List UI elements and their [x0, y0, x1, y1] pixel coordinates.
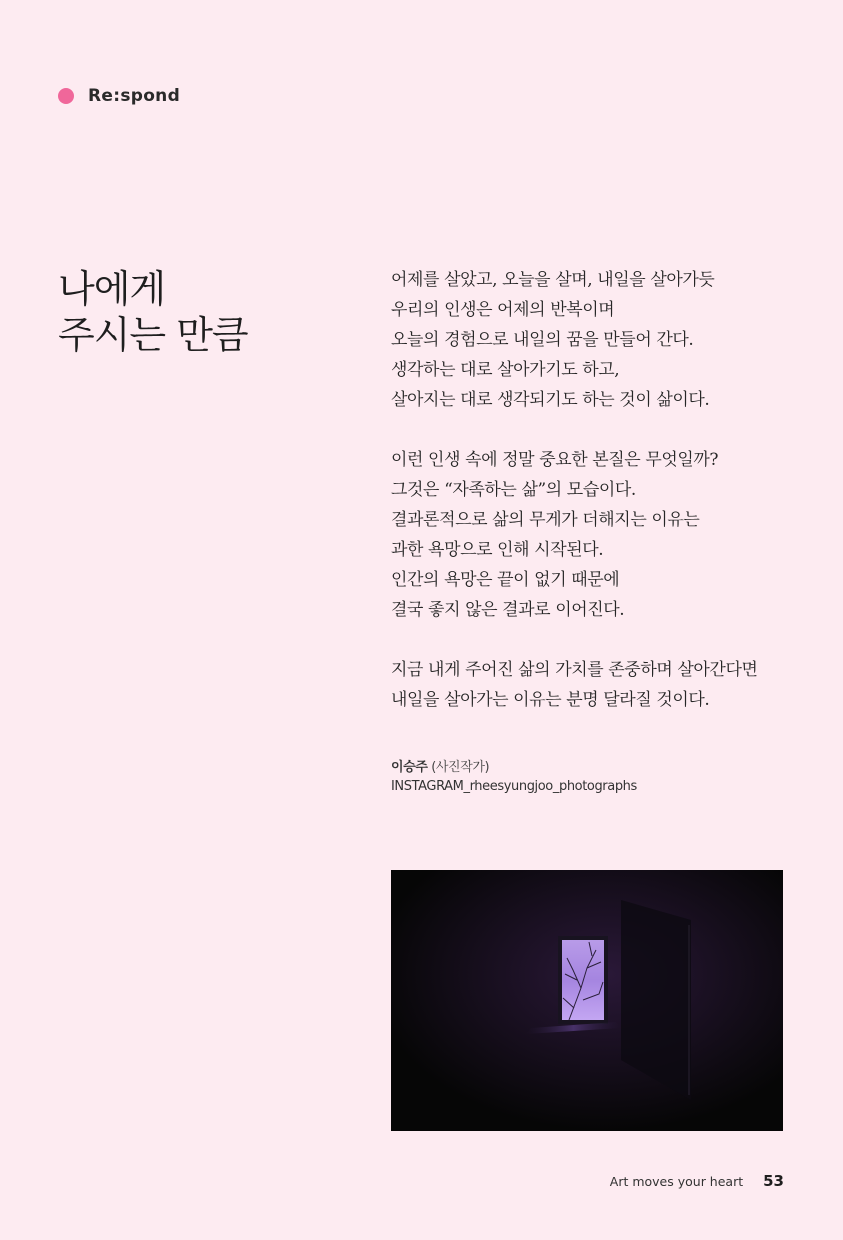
poem-line: 살아지는 대로 생각되기도 하는 것이 삶이다. [391, 390, 710, 410]
poem-stanza [391, 265, 811, 415]
poem-stanza [391, 655, 811, 715]
poem-line: 인간의 욕망은 끝이 없기 때문에 [391, 570, 620, 590]
poem-line: 생각하는 대로 살아가기도 하고, [391, 360, 620, 380]
page-number: 53 [763, 1172, 784, 1190]
author-name: 이승주 [391, 760, 428, 775]
footer-tagline: Art moves your heart [609, 1174, 744, 1189]
poem-line: 결과론적으로 삶의 무게가 더해지는 이유는 [391, 510, 700, 530]
poem-line: 이런 인생 속에 정말 중요한 본질은 무엇일까? [391, 450, 719, 470]
author-role: (사진작가) [431, 760, 490, 775]
section-tag [58, 86, 180, 106]
poem-line: 결국 좋지 않은 결과로 이어진다. [391, 600, 625, 620]
title-line: 나에게 [58, 267, 166, 311]
poem-line: 과한 욕망으로 인해 시작된다. [391, 540, 604, 560]
poem-line: 지금 내게 주어진 삶의 가치를 존중하며 살아간다면 [391, 660, 758, 680]
photo-window-scene [391, 870, 783, 1131]
poem-line: 그것은 “자족하는 삶”의 모습이다. [391, 480, 636, 500]
section-label: Re:spond [88, 86, 181, 106]
article-title [58, 266, 248, 358]
title-line: 주시는 만큼 [58, 313, 248, 357]
poem-line: 내일을 살아가는 이유는 분명 달라질 것이다. [391, 690, 710, 710]
page-footer [610, 1172, 784, 1190]
poem-body [391, 265, 811, 745]
poem-line: 우리의 인생은 어제의 반복이며 [391, 300, 615, 320]
author-credit [391, 758, 637, 796]
section-dot-icon [58, 88, 74, 104]
poem-line: 오늘의 경험으로 내일의 꿈을 만들어 간다. [391, 330, 694, 350]
photograph [391, 870, 783, 1131]
poem-stanza [391, 445, 811, 625]
author-instagram: INSTAGRAM_rheesyungjoo_photographs [391, 779, 637, 794]
poem-line: 어제를 살았고, 오늘을 살며, 내일을 살아가듯 [391, 270, 715, 290]
